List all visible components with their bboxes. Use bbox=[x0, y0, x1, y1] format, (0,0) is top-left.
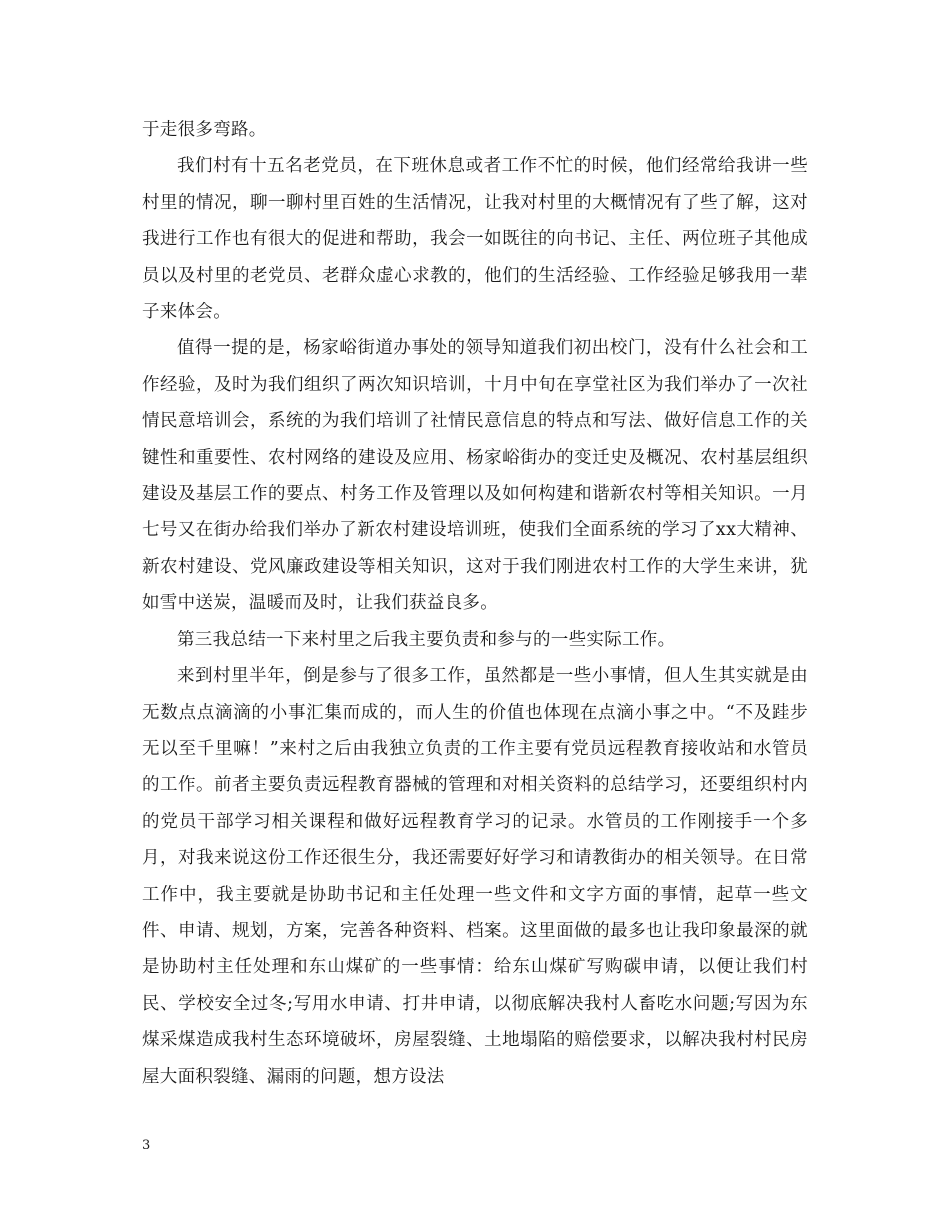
paragraph-1: 于走很多弯路。 bbox=[142, 120, 267, 140]
page-number: 3 bbox=[142, 1138, 151, 1153]
paragraph-4: 第三我总结一下来村里之后我主要负责和参与的一些实际工作。 bbox=[177, 629, 676, 650]
paragraph-2: 我们村有十五名老党员，在下班休息或者工作不忙的时候，他们经常给我讲一些村里的情况，聊一聊村里百姓的生活情况，让我对村里的大概情况有了些了解，这对我进行工作也有很大的促进和帮助，我会一如既往的向书记、主任、两位班子其他成员以及村里的老党员、老群众虚心求教的，他们的生活经验、工作经验足够我用一辈子来体会。 bbox=[142, 156, 808, 323]
document-body bbox=[142, 112, 808, 1095]
paragraph-3: 值得一提的是，杨家峪街道办事处的领导知道我们初出校门，没有什么社会和工作经验，及时为我们组织了两次知识培训，十月中旬在享堂社区为我们举办了一次社情民意培训会，系统的为我们培训了社情民意信息的特点和写法、做好信息工作的关键性和重要性、农村网络的建设及应用、杨家峪街办的变迁史及概况、农村基层组织建设及基层工作的要点、村务工作及管理以及如何构建和谐新农村等相关知识。一月七号又在街办给我们举办了新农村建设培训班，使我们全面系统的学习了xx大精神、新农村建设、党风廉政建设等相关知识，这对于我们刚进农村工作的大学生来讲，犹如雪中送炭，温暖而及时，让我们获益良多。 bbox=[142, 338, 808, 614]
paragraph-5: 来到村里半年，倒是参与了很多工作，虽然都是一些小事情，但人生其实就是由无数点点滴滴的小事汇集而成的，而人生的价值也体现在点滴小事之中。“不及跬步无以至千里嘛！”来村之后由我独立负责的工作主要有党员远程教育接收站和水管员的工作。前者主要负责远程教育器械的管理和对相关资料的总结学习，还要组织村内的党员干部学习相关课程和做好远程教育学习的记录。水管员的工作刚接手一个多月，对我来说这份工作还很生分，我还需要好好学习和请教街办的相关领导。在日常工作中，我主要就是协助书记和主任处理一些文件和文字方面的事情，起草一些文件、申请、规划，方案，完善各种资料、档案。这里面做的最多也让我印象最深的就是协助村主任处理和东山煤矿的一些事情：给东山煤矿写购碳申请，以便让我们村民、学校安全过冬;写用水申请、打井申请，以彻底解决我村人畜吃水问题;写因为东煤采煤造成我村生态环境破坏，房屋裂缝、土地塌陷的赔偿要求，以解决我村村民房屋大面积裂缝、漏雨的问题，想方设法 bbox=[142, 666, 808, 1087]
